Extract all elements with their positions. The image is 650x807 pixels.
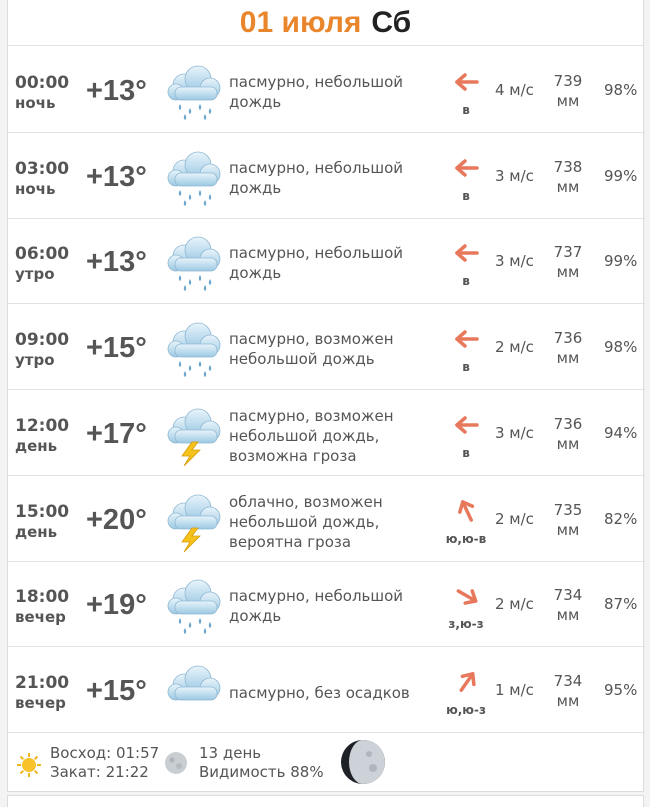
condition-text — [229, 492, 419, 552]
condition-line: пасмурно, возможен — [229, 330, 394, 349]
next-card-edge — [7, 795, 644, 807]
time-label: 00:00 — [15, 73, 70, 93]
pressure-unit: мм — [556, 691, 580, 710]
condition-line: дождь — [229, 178, 282, 197]
period-label: вечер — [15, 693, 66, 712]
temperature: +15° — [86, 674, 147, 707]
wind-direction: в — [462, 360, 470, 375]
forecast-row — [8, 390, 645, 476]
humidity: 94% — [604, 423, 638, 442]
pressure — [553, 671, 583, 711]
temperature: +20° — [86, 503, 147, 536]
condition-line: пасмурно, без осадков — [229, 683, 410, 702]
sunset-text: Закат: 21:22 — [50, 763, 149, 781]
time-block — [15, 502, 69, 542]
condition-line: небольшой дождь — [229, 350, 375, 369]
day-header — [8, 0, 643, 46]
wind-arrow-icon — [454, 155, 480, 181]
condition-text — [229, 683, 419, 703]
period-label: утро — [15, 265, 55, 284]
pressure — [553, 157, 583, 197]
wind-arrow-icon — [454, 498, 480, 524]
rain-cloud-icon — [162, 145, 226, 209]
wind-speed: 2 м/с — [495, 338, 534, 357]
rain-cloud-icon — [162, 59, 226, 123]
time-block — [15, 330, 69, 370]
wind-direction: в — [462, 274, 470, 289]
temperature: +19° — [86, 589, 147, 622]
wind-direction: з,ю-з — [448, 617, 484, 632]
humidity: 98% — [604, 338, 638, 357]
pressure — [553, 242, 583, 282]
condition-text — [229, 72, 419, 112]
pressure-unit: мм — [556, 92, 580, 110]
time-block — [15, 73, 69, 113]
weekday-label: Сб — [371, 6, 412, 39]
wind-direction: ю,ю-з — [446, 702, 486, 717]
pressure — [553, 500, 583, 540]
time-label: 03:00 — [15, 158, 70, 179]
rain-cloud-icon — [162, 316, 226, 380]
visibility-text: Видимость 88% — [199, 763, 324, 781]
time-label: 21:00 — [15, 672, 70, 693]
condition-line: дождь — [229, 607, 282, 626]
wind-arrow-icon — [454, 69, 480, 95]
wind-arrow-icon — [454, 240, 480, 266]
forecast-row — [8, 304, 645, 390]
condition-text — [229, 406, 419, 466]
temperature: +15° — [86, 332, 147, 365]
condition-line: вероятна гроза — [229, 532, 352, 551]
pressure-unit: мм — [556, 434, 580, 453]
wind-speed: 4 м/с — [495, 81, 534, 99]
temperature: +17° — [86, 417, 147, 450]
pressure-value: 734 — [553, 586, 583, 605]
time-label: 06:00 — [15, 244, 70, 265]
time-label: 18:00 — [15, 587, 70, 608]
humidity: 82% — [604, 509, 638, 528]
humidity: 95% — [604, 680, 638, 699]
condition-line: пасмурно, небольшой — [229, 73, 404, 91]
period-label: ночь — [15, 179, 56, 198]
moon-day-text: 13 день — [199, 744, 262, 762]
condition-line: дождь — [229, 264, 282, 283]
pressure-unit: мм — [556, 349, 580, 368]
wind-speed: 2 м/с — [495, 509, 534, 528]
wind-arrow-icon — [454, 326, 480, 352]
period-label: вечер — [15, 608, 66, 627]
pressure — [553, 71, 583, 111]
humidity: 99% — [604, 166, 638, 185]
pressure-value: 736 — [553, 329, 583, 348]
condition-line: небольшой дождь, — [229, 426, 380, 445]
temperature: +13° — [86, 75, 147, 107]
wind-arrow-icon — [454, 583, 480, 609]
condition-text — [229, 243, 419, 283]
period-label: день — [15, 436, 58, 455]
wind-direction: ю,ю-в — [445, 531, 487, 546]
forecast-row — [8, 133, 645, 219]
time-block — [15, 244, 69, 284]
rain-cloud-icon — [162, 230, 226, 294]
condition-line: пасмурно, возможен — [229, 406, 394, 425]
pressure-unit: мм — [556, 177, 580, 196]
wind-direction: в — [462, 103, 470, 117]
condition-text — [229, 158, 419, 198]
pressure-value: 736 — [553, 414, 583, 433]
astro-footer — [8, 732, 645, 792]
wind-speed: 3 м/с — [495, 423, 534, 442]
wind-direction: в — [462, 445, 470, 460]
temperature: +13° — [86, 160, 147, 193]
date-label: 01 июля — [239, 6, 362, 39]
pressure — [553, 328, 583, 368]
wind-arrow-icon — [454, 669, 480, 695]
forecast-row — [8, 647, 645, 733]
time-block — [15, 587, 69, 627]
condition-text — [229, 329, 419, 369]
wind-speed: 3 м/с — [495, 252, 534, 271]
time-label: 09:00 — [15, 330, 70, 351]
pressure-value: 734 — [553, 671, 583, 690]
moon-small-icon — [164, 751, 188, 775]
forecast-card — [7, 0, 644, 792]
sunrise-text: Восход: 01:57 — [50, 744, 160, 762]
moon-phase-icon — [339, 738, 387, 786]
thunder-cloud-icon — [162, 488, 226, 552]
condition-line: пасмурно, небольшой — [229, 158, 404, 177]
wind-speed: 2 м/с — [495, 595, 534, 614]
forecast-row — [8, 476, 645, 562]
forecast-row — [8, 47, 645, 133]
pressure — [553, 585, 583, 625]
pressure-value: 739 — [553, 72, 583, 90]
pressure-value: 735 — [553, 500, 583, 519]
humidity: 99% — [604, 252, 638, 271]
time-block — [15, 673, 69, 713]
pressure-value: 737 — [553, 243, 583, 262]
temperature: +13° — [86, 246, 147, 279]
humidity: 87% — [604, 595, 638, 614]
condition-line: дождь — [229, 93, 282, 111]
sun-icon — [16, 752, 42, 778]
wind-speed: 3 м/с — [495, 166, 534, 185]
time-label: 15:00 — [15, 501, 70, 522]
wind-speed: 1 м/с — [495, 680, 534, 699]
period-label: утро — [15, 351, 55, 370]
time-label: 12:00 — [15, 415, 70, 436]
pressure-value: 738 — [553, 157, 583, 176]
time-block — [15, 159, 69, 199]
humidity: 98% — [604, 81, 638, 99]
pressure-unit: мм — [556, 606, 580, 625]
condition-line: небольшой дождь, — [229, 512, 380, 531]
pressure — [553, 414, 583, 454]
period-label: ночь — [15, 94, 56, 112]
rain-cloud-icon — [162, 573, 226, 637]
wind-direction: в — [462, 188, 470, 203]
condition-line: пасмурно, небольшой — [229, 244, 404, 263]
cloud-icon — [162, 659, 226, 723]
condition-line: возможна гроза — [229, 446, 357, 465]
pressure-unit: мм — [556, 263, 580, 282]
thunder-cloud-icon — [162, 402, 226, 466]
pressure-unit: мм — [556, 520, 580, 539]
time-block — [15, 416, 69, 456]
forecast-row — [8, 218, 645, 304]
wind-arrow-icon — [454, 412, 480, 438]
condition-line: пасмурно, небольшой — [229, 587, 404, 606]
period-label: день — [15, 522, 58, 541]
condition-line: облачно, возможен — [229, 492, 383, 511]
condition-text — [229, 586, 419, 626]
forecast-row — [8, 561, 645, 647]
